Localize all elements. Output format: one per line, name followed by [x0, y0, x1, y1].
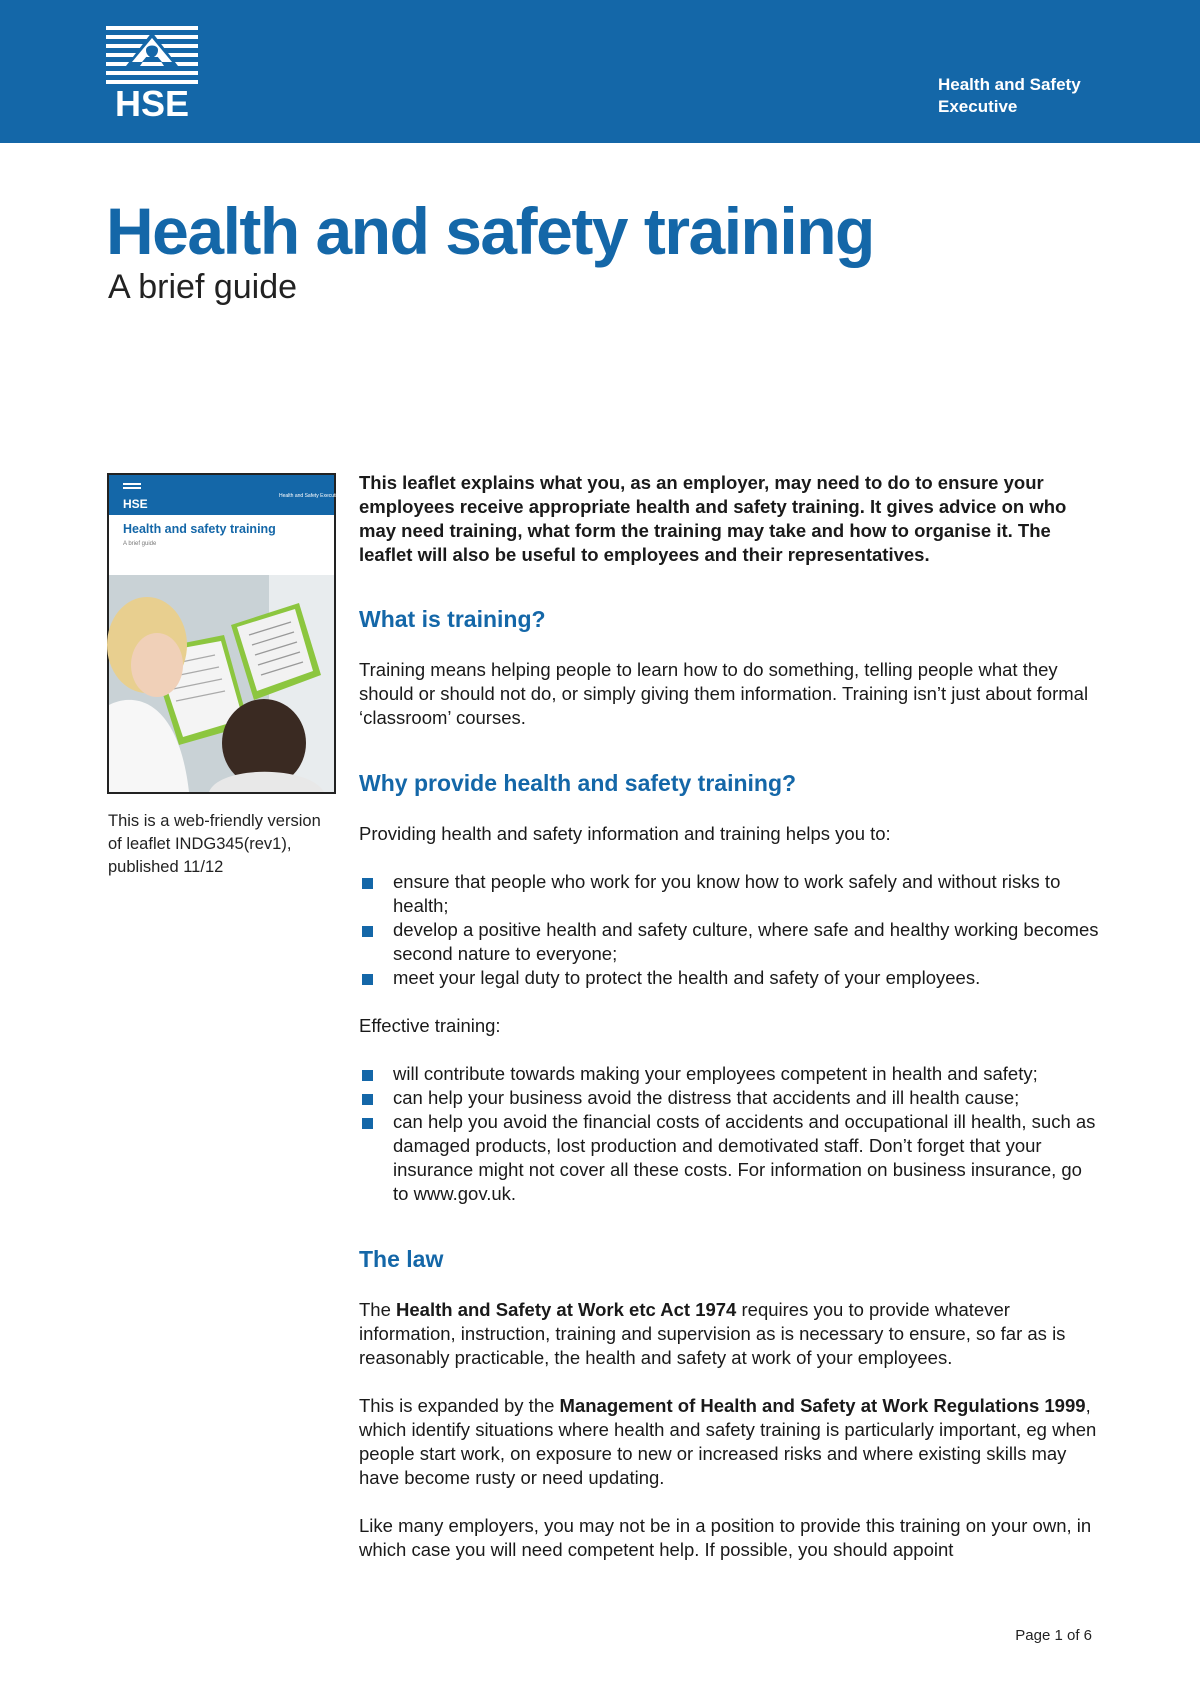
header-band [0, 0, 1200, 143]
list-item-text: develop a positive health and safety culture, where safe and healthy working becomes second nature to everyone; [393, 919, 1099, 964]
law-paragraph-1: The Health and Safety at Work etc Act 1974 requires you to provide whatever information, instruction, training and supervision as is necessary to ensure, so far as is reasonably practicable, the health and safety at work of your employees. [359, 1299, 1066, 1368]
svg-text:HSE: HSE [114, 83, 190, 124]
square-bullet-icon [362, 1118, 373, 1129]
heading-the-law: The law [359, 1246, 444, 1272]
act-name: Health and Safety at Work etc Act 1974 [396, 1299, 737, 1320]
square-bullet-icon [362, 878, 373, 889]
list-item [359, 1110, 1099, 1206]
list-item [359, 1062, 1099, 1086]
list-item-text: will contribute towards making your employees competent in health and safety; [393, 1063, 1038, 1084]
square-bullet-icon [362, 1070, 373, 1081]
list-item [359, 966, 1099, 990]
main-content [359, 471, 1099, 1586]
effective-training-lead: Effective training: [359, 1015, 501, 1036]
regulations-name: Management of Health and Safety at Work Regulations 1999 [559, 1395, 1086, 1416]
square-bullet-icon [362, 926, 373, 937]
svg-text:HSE: HSE [123, 497, 148, 511]
page-title: Health and safety training [106, 194, 874, 268]
law-paragraph-3: Like many employers, you may not be in a position to provide this training on your own, in which case you will need competent help. If possible, you should appoint [359, 1515, 1092, 1560]
heading-why-training: Why provide health and safety training? [359, 770, 797, 796]
svg-text:Health and safety training: Health and safety training [123, 522, 276, 536]
list-item [359, 918, 1099, 966]
leaflet-cover-image [107, 473, 342, 794]
what-is-training-body: Training means helping people to learn how to do something, telling people what they should or should not do, or simply giving them information. Training isn’t just about formal ‘classroom’ courses. [359, 659, 1089, 728]
square-bullet-icon [362, 974, 373, 985]
heading-what-is-training: What is training? [359, 606, 546, 632]
web-version-note: This is a web-friendly version of leaflet INDG345(rev1), published 11/12 [108, 812, 321, 876]
page-number: Page 1 of 6 [1015, 1627, 1092, 1644]
org-name [938, 74, 1081, 118]
list-item-text: ensure that people who work for you know how to work safely and without risks to health; [393, 871, 1061, 916]
list-item [359, 1086, 1099, 1110]
list-item-text: can help your business avoid the distress that accidents and ill health cause; [393, 1087, 1020, 1108]
square-bullet-icon [362, 1094, 373, 1105]
list-item-text: can help you avoid the financial costs of accidents and occupational ill health, such as damaged products, lost production and demotivated staff. Don’t forget that your insurance might not cover all these costs. For information on business insurance, go to www.gov.uk. [393, 1111, 1096, 1204]
effective-bullet-list [359, 1062, 1099, 1206]
intro-paragraph: This leaflet explains what you, as an employer, may need to do to ensure your employees receive appropriate health and safety training. It gives advice on who may need training, what form the training may take and how to organise it. The leaflet will also be useful to employees and their representatives. [359, 472, 1067, 565]
why-lead-text: Providing health and safety information and training helps you to: [359, 823, 891, 844]
page-subtitle: A brief guide [108, 268, 298, 306]
hse-logo [106, 26, 198, 124]
org-line-1: Health and Safety [938, 75, 1081, 94]
list-item [359, 870, 1099, 918]
svg-text:A brief guide: A brief guide [123, 541, 157, 547]
why-bullet-list [359, 870, 1099, 990]
law-paragraph-2: This is expanded by the Management of Health and Safety at Work Regulations 1999, which identify situations where health and safety training is particularly important, eg when people start work, on exposure to new or increased risks and where existing skills may have become rusty or need updating. [359, 1395, 1097, 1488]
org-line-2: Executive [938, 97, 1018, 116]
svg-text:Health and Safety Executive: Health and Safety Executive [279, 493, 342, 499]
list-item-text: meet your legal duty to protect the health and safety of your employees. [393, 967, 981, 988]
